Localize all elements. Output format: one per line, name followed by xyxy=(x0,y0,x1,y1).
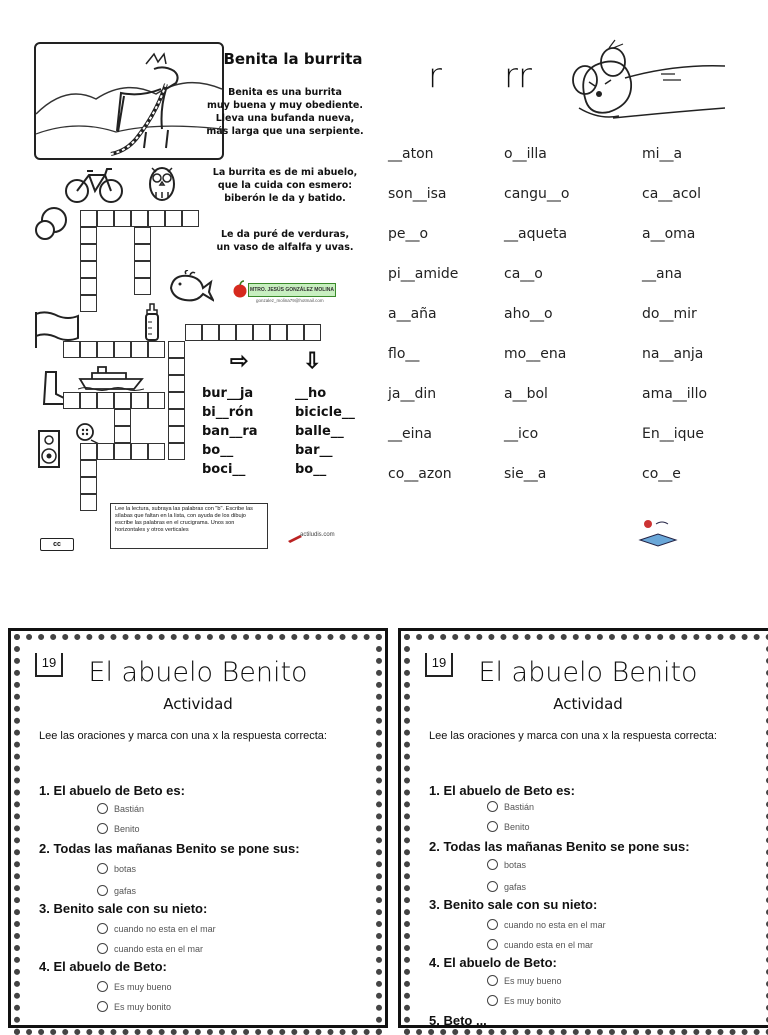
fill-word: a__oma xyxy=(642,226,696,242)
radio-icon[interactable] xyxy=(97,981,108,992)
fill-word: __aton xyxy=(388,146,434,162)
fill-word: ca__o xyxy=(504,266,543,282)
fill-word: son__isa xyxy=(388,186,447,202)
option-label: Es muy bonito xyxy=(504,996,562,1006)
word-horizontal: bur__ja xyxy=(202,386,254,401)
crossword-cell[interactable] xyxy=(80,443,97,460)
question-3: 3. Benito sale con su nieto: xyxy=(39,901,208,916)
instructions-box: Lee la lectura, subraya las palabras con "b". Escribe las sílabas que faltan en la lista, con ayuda de los dibujo escribe las palabras en el crucigrama. Unos son horizontales y otros verticales xyxy=(110,503,268,549)
letter-rr: rr xyxy=(504,56,532,96)
answer-option[interactable] xyxy=(487,919,606,930)
crossword-cell[interactable] xyxy=(80,244,97,261)
fill-word: co__e xyxy=(642,466,681,482)
crossword-cell[interactable] xyxy=(148,341,165,358)
word-vertical: balle__ xyxy=(295,424,344,439)
author-email: gonzalez_molina79@hotmail.com xyxy=(256,298,324,303)
crossword-cell[interactable] xyxy=(80,227,97,244)
question-2: 2. Todas las mañanas Benito se pone sus: xyxy=(39,841,300,856)
crossword-cell[interactable] xyxy=(131,210,148,227)
crossword-cell[interactable] xyxy=(304,324,321,341)
fill-word: o__illa xyxy=(504,146,547,162)
fill-word: flo__ xyxy=(388,346,420,362)
question-5: 5. Beto ... xyxy=(429,1013,487,1028)
fill-word: ama__illo xyxy=(642,386,708,402)
crossword-cell[interactable] xyxy=(80,341,97,358)
question-4: 4. El abuelo de Beto: xyxy=(429,955,557,970)
question-1: 1. El abuelo de Beto es: xyxy=(39,783,185,798)
mouse-icon xyxy=(565,38,725,133)
radio-icon[interactable] xyxy=(97,923,108,934)
word-horizontal: ban__ra xyxy=(202,424,258,439)
poem-line: Le da puré de verduras, xyxy=(220,229,350,240)
crossword-cell[interactable] xyxy=(80,261,97,278)
radio-icon[interactable] xyxy=(487,975,498,986)
answer-option[interactable] xyxy=(487,801,534,812)
option-label: cuando no esta en el mar xyxy=(114,924,216,934)
crossword-cell[interactable] xyxy=(80,295,97,312)
answer-option[interactable] xyxy=(487,995,561,1006)
answer-option[interactable] xyxy=(487,975,562,986)
crossword-cell[interactable] xyxy=(63,341,80,358)
card-instructions: Lee las oraciones y marca con una x la respuesta correcta: xyxy=(429,730,717,742)
activity-card-right xyxy=(398,628,768,1028)
crossword-cell[interactable] xyxy=(168,375,185,392)
crossword-cell[interactable] xyxy=(253,324,270,341)
license-badge: cc xyxy=(40,538,74,551)
crossword-cell[interactable] xyxy=(114,392,131,409)
poem-line: La burrita es de mi abuelo, xyxy=(212,167,358,178)
card-number: 19 xyxy=(35,653,63,677)
card-subtitle: Actividad xyxy=(553,695,623,713)
radio-icon[interactable] xyxy=(97,803,108,814)
option-label: gafas xyxy=(504,882,527,892)
word-vertical: bicicle__ xyxy=(295,405,355,420)
option-label: botas xyxy=(504,860,527,870)
activity-card-left xyxy=(8,628,388,1028)
option-label: Benito xyxy=(504,822,530,832)
card-title: El abuelo Benito xyxy=(478,657,698,688)
reading-book-icon xyxy=(638,518,678,548)
crossword-cell[interactable] xyxy=(168,409,185,426)
crossword-cell[interactable] xyxy=(148,392,165,409)
crossword-cell[interactable] xyxy=(182,210,199,227)
crossword-cell[interactable] xyxy=(168,341,185,358)
card-number: 19 xyxy=(425,653,453,677)
radio-icon[interactable] xyxy=(97,885,108,896)
crossword-cell[interactable] xyxy=(287,324,304,341)
answer-option[interactable] xyxy=(97,943,203,954)
fill-word: ja__din xyxy=(388,386,437,402)
radio-icon[interactable] xyxy=(97,863,108,874)
question-3: 3. Benito sale con su nieto: xyxy=(429,897,598,912)
fill-word: na__anja xyxy=(642,346,704,362)
option-label: Bastián xyxy=(114,804,145,814)
answer-option[interactable] xyxy=(97,1001,171,1012)
crossword-cell[interactable] xyxy=(97,443,114,460)
crossword-cell[interactable] xyxy=(270,324,287,341)
answer-option[interactable] xyxy=(97,923,216,934)
poem-line: Lleva una bufanda nueva, xyxy=(215,113,355,124)
crossword-cell[interactable] xyxy=(165,210,182,227)
crossword-cell[interactable] xyxy=(185,324,202,341)
fill-word: do__mir xyxy=(642,306,697,322)
fill-word: aho__o xyxy=(504,306,553,322)
fill-word: __aqueta xyxy=(504,226,568,242)
author-badge: MTRO. JESÚS GONZÁLEZ MOLINA xyxy=(248,283,336,297)
crossword-cell[interactable] xyxy=(114,409,131,426)
radio-icon[interactable] xyxy=(487,801,498,812)
card-instructions: Lee las oraciones y marca con una x la respuesta correcta: xyxy=(39,730,327,742)
crossword-cell[interactable] xyxy=(168,426,185,443)
crossword-cell[interactable] xyxy=(80,477,97,494)
crossword-cell[interactable] xyxy=(80,278,97,295)
crossword-cell[interactable] xyxy=(80,210,97,227)
worksheet-title: Benita la burrita xyxy=(223,50,363,68)
crossword-cell[interactable] xyxy=(97,341,114,358)
poem-line: un vaso de alfalfa y uvas. xyxy=(216,242,354,253)
radio-icon[interactable] xyxy=(487,881,498,892)
option-label: Es muy bueno xyxy=(504,976,562,986)
radio-icon[interactable] xyxy=(97,1001,108,1012)
option-label: Es muy bonito xyxy=(114,1002,172,1012)
crossword-cell[interactable] xyxy=(134,244,151,261)
answer-option[interactable] xyxy=(487,821,530,832)
option-label: gafas xyxy=(114,886,137,896)
answer-option[interactable] xyxy=(487,939,593,950)
question-4: 4. El abuelo de Beto: xyxy=(39,959,167,974)
crossword-cell[interactable] xyxy=(114,443,131,460)
poem-line: biberón le da y batido. xyxy=(224,193,346,204)
answer-option[interactable] xyxy=(487,859,526,870)
crossword-cell[interactable] xyxy=(219,324,236,341)
radio-icon[interactable] xyxy=(487,995,498,1006)
crossword-cell[interactable] xyxy=(131,443,148,460)
fill-word: En__ique xyxy=(642,426,704,442)
poem-line: más larga que una serpiente. xyxy=(206,126,364,137)
poem-line: Benita es una burrita xyxy=(228,87,342,98)
fill-word: a__aña xyxy=(388,306,437,322)
option-label: Bastián xyxy=(504,802,535,812)
card-body xyxy=(415,643,761,1028)
answer-option[interactable] xyxy=(97,863,136,874)
option-label: botas xyxy=(114,864,137,874)
crossword-cell[interactable] xyxy=(134,261,151,278)
crossword-cell[interactable] xyxy=(131,392,148,409)
fill-word: pe__o xyxy=(388,226,429,242)
fill-word: __ana xyxy=(642,266,683,282)
crossword-cell[interactable] xyxy=(148,210,165,227)
fill-word: __ico xyxy=(504,426,539,442)
word-vertical: __ho xyxy=(295,386,327,401)
radio-icon[interactable] xyxy=(97,823,108,834)
answer-option[interactable] xyxy=(97,981,172,992)
word-horizontal: bi__rón xyxy=(202,405,254,420)
radio-icon[interactable] xyxy=(487,939,498,950)
fill-word: a__bol xyxy=(504,386,548,402)
crossword-cell[interactable] xyxy=(80,460,97,477)
question-1: 1. El abuelo de Beto es: xyxy=(429,783,575,798)
crossword-cell[interactable] xyxy=(168,392,185,409)
crossword-cell[interactable] xyxy=(114,210,131,227)
arrow-down-icon: ⇩ xyxy=(303,348,322,373)
radio-icon[interactable] xyxy=(487,919,498,930)
option-label: Es muy bueno xyxy=(114,982,172,992)
letter-r: r xyxy=(428,56,442,96)
fill-word: pi__amide xyxy=(388,266,459,282)
crossword-cell[interactable] xyxy=(148,443,165,460)
crossword-cell[interactable] xyxy=(134,227,151,244)
crossword-cell[interactable] xyxy=(236,324,253,341)
fill-word: ca__acol xyxy=(642,186,702,202)
fill-word: cangu__o xyxy=(504,186,570,202)
crossword-cell[interactable] xyxy=(114,341,131,358)
crossword-cell[interactable] xyxy=(131,341,148,358)
card-body xyxy=(25,643,371,1025)
card-title: El abuelo Benito xyxy=(88,657,308,688)
poem-line: que la cuida con esmero: xyxy=(217,180,353,191)
radio-icon[interactable] xyxy=(487,859,498,870)
poem-line: muy buena y muy obediente. xyxy=(207,100,363,111)
site-label: actiludis.com xyxy=(300,532,335,538)
answer-option[interactable] xyxy=(97,823,140,834)
radio-icon[interactable] xyxy=(487,821,498,832)
crossword-cell[interactable] xyxy=(97,210,114,227)
crossword-cell[interactable] xyxy=(202,324,219,341)
word-vertical: bar__ xyxy=(295,443,333,458)
word-horizontal: boci__ xyxy=(202,462,246,477)
crossword-cell[interactable] xyxy=(63,392,80,409)
option-label: cuando esta en el mar xyxy=(114,944,204,954)
fill-word: sie__a xyxy=(504,466,547,482)
word-horizontal: bo__ xyxy=(202,443,234,458)
arrow-right-icon: ⇨ xyxy=(230,348,249,373)
option-label: Benito xyxy=(114,824,140,834)
fill-word: mo__ena xyxy=(504,346,567,362)
answer-option[interactable] xyxy=(97,885,136,896)
card-subtitle: Actividad xyxy=(163,695,233,713)
fill-word: __eina xyxy=(388,426,432,442)
crossword-cell[interactable] xyxy=(80,392,97,409)
fill-word: mi__a xyxy=(642,146,683,162)
crossword-cell[interactable] xyxy=(168,443,185,460)
word-vertical: bo__ xyxy=(295,462,327,477)
worksheet-benita xyxy=(20,30,365,555)
question-2: 2. Todas las mañanas Benito se pone sus: xyxy=(429,839,690,854)
crossword-cell[interactable] xyxy=(80,494,97,511)
option-label: cuando no esta en el mar xyxy=(504,920,606,930)
radio-icon[interactable] xyxy=(97,943,108,954)
option-label: cuando esta en el mar xyxy=(504,940,594,950)
crossword-cell[interactable] xyxy=(97,392,114,409)
crossword-cell[interactable] xyxy=(114,426,131,443)
fill-word: co__azon xyxy=(388,466,452,482)
crossword-cell[interactable] xyxy=(168,358,185,375)
crossword-cell[interactable] xyxy=(134,278,151,295)
answer-option[interactable] xyxy=(487,881,526,892)
answer-option[interactable] xyxy=(97,803,144,814)
